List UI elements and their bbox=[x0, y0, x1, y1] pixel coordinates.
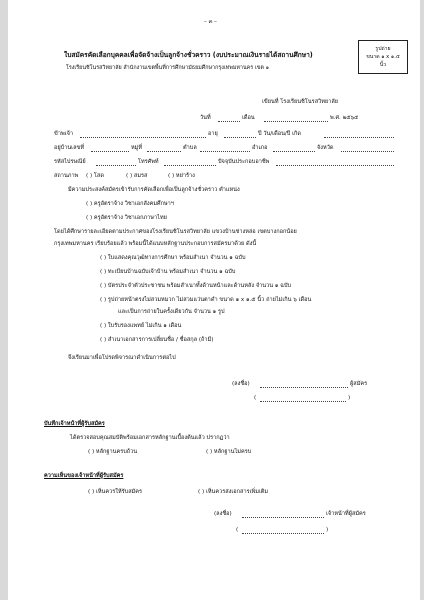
position-intro: มีความประสงค์สมัครเข้ารับการคัดเลือกเพื่อเป็นลูกจ้างชั่วคราว ตำแหน่ง bbox=[68, 187, 240, 193]
officer-opinion-heading: ความเห็นของเจ้าหน้าที่ผู้รับสมัคร bbox=[44, 473, 124, 479]
name-label: ข้าพเจ้า bbox=[54, 131, 73, 137]
occupation-label: ปัจจุบันประกอบอาชีพ bbox=[218, 159, 270, 165]
officer-role: เจ้าหน้าที่ผู้สมัคร bbox=[326, 511, 366, 517]
occupation-field[interactable] bbox=[276, 165, 394, 166]
opinion-option-more-docs[interactable]: ( ) เห็นควรส่งเอกสารเพิ่มเติม bbox=[198, 489, 269, 495]
officer-option-incomplete[interactable]: ( ) หลักฐานไม่ครบ bbox=[206, 449, 252, 455]
birthdate-label: ปี วัน/เดือน/ปี เกิด bbox=[258, 131, 302, 137]
applicant-name-paren-close: ) bbox=[348, 395, 351, 401]
document-item-id-card[interactable]: ( ) บัตรประจำตัวประชาชน พร้อมสำเนาทั้งด้านหน้าและด้านหลัง จำนวน ๑ ฉบับ bbox=[100, 283, 292, 289]
officer-name-paren-close: ) bbox=[326, 527, 329, 533]
photo-box bbox=[358, 40, 408, 74]
age-field[interactable] bbox=[224, 137, 256, 138]
officer-record-text: ได้ตรวจสอบคุณสมบัติพร้อมเอกสารหลักฐานเบื้องต้นแล้ว ปรากฏว่า bbox=[70, 435, 230, 441]
postcode-label: รหัสไปรษณีย์ bbox=[54, 159, 86, 165]
form-subtitle: โรงเรียนชิโนรสวิทยาลัย สำนักงานเขตพื้นที่การศึกษามัธยมศึกษากรุงเทพมหานคร เขต ๑ bbox=[66, 65, 270, 71]
province-label: จังหวัด bbox=[317, 145, 334, 151]
date-year-label: พ.ศ. ๒๕๖๕ bbox=[330, 115, 359, 121]
document-item-degree[interactable]: ( ) ใบแสดงคุณวุฒิทางการศึกษา พร้อมสำเนา จำนวน ๑ ฉบับ bbox=[100, 255, 246, 261]
written-at: เขียนที่ โรงเรียนชิโนรสวิทยาลัย bbox=[262, 99, 339, 105]
house-no-field[interactable] bbox=[91, 151, 129, 152]
marital-option-married[interactable]: ( ) สมรส bbox=[126, 173, 148, 179]
position-option-social-studies[interactable]: ( ) ครูอัตราจ้าง วิชาเอกสังคมศึกษาฯ bbox=[86, 201, 174, 207]
marital-option-divorced[interactable]: ( ) หย่าร้าง bbox=[168, 173, 195, 179]
name-field[interactable] bbox=[80, 137, 206, 138]
date-day-field[interactable] bbox=[218, 121, 240, 122]
tambon-field[interactable] bbox=[200, 151, 250, 152]
declaration-line-2: กรุงเทพมหานคร เรียบร้อยแล้ว พร้อมนี้ได้แนบหลักฐานประกอบการสมัครมาด้วย ดังนี้ bbox=[54, 241, 257, 247]
moo-field[interactable] bbox=[147, 151, 181, 152]
postcode-field[interactable] bbox=[96, 165, 136, 166]
page-number: – ๓ – bbox=[204, 19, 217, 25]
phone-label: โทรศัพท์ bbox=[138, 159, 159, 165]
declaration-line-1: โดยได้ศึกษารายละเอียดตามประกาศของโรงเรียนชิโนรสวิทยาลัย แขวงบ้านช่างหล่อ เขตบางกอกน้อย bbox=[54, 229, 297, 235]
province-field[interactable] bbox=[341, 151, 394, 152]
birthdate-field[interactable] bbox=[324, 137, 394, 138]
marital-label: สถานภาพ bbox=[54, 173, 79, 179]
document-item-house-registration[interactable]: ( ) ทะเบียนบ้านฉบับเจ้าบ้าน พร้อมสำเนา จำนวน ๑ ฉบับ bbox=[100, 269, 236, 275]
applicant-signature-field[interactable] bbox=[260, 387, 348, 388]
officer-option-complete[interactable]: ( ) หลักฐานครบถ้วน bbox=[88, 449, 138, 455]
date-day-label: วันที่ bbox=[200, 115, 211, 121]
opinion-option-accept[interactable]: ( ) เห็นควรให้รับสมัคร bbox=[88, 489, 143, 495]
applicant-role: ผู้สมัคร bbox=[350, 381, 368, 387]
photo-box-unit: นิ้ว bbox=[379, 62, 387, 68]
officer-printed-name-field[interactable] bbox=[242, 533, 324, 534]
officer-name-paren-open: ( bbox=[236, 527, 239, 533]
officer-signature-label: (ลงชื่อ) bbox=[214, 511, 232, 517]
document-item-photo[interactable]: ( ) รูปถ่ายหน้าตรงไม่สวมหมวก ไม่สวมแว่นตาดำ ขนาด ๑ x ๑.๕ นิ้ว ถ่ายไม่เกิน ๖ เดือน bbox=[100, 297, 312, 303]
applicant-signature-label: (ลงชื่อ) bbox=[232, 381, 250, 387]
age-label: อายุ bbox=[208, 131, 218, 137]
date-month-field[interactable] bbox=[264, 121, 328, 122]
photo-box-size: ขนาด ๑ x ๑.๕ bbox=[366, 54, 400, 60]
amphoe-field[interactable] bbox=[273, 151, 315, 152]
application-form-page bbox=[8, 0, 420, 600]
applicant-printed-name-field[interactable] bbox=[260, 401, 346, 402]
photo-box-label: รูปถ่าย bbox=[375, 46, 391, 52]
request-text: จึงเรียนมาเพื่อโปรดพิจารณาดำเนินการต่อไป bbox=[68, 355, 176, 361]
document-item-photo-continued: และเป็นการถ่ายในครั้งเดียวกัน จำนวน ๑ รูป bbox=[118, 309, 225, 315]
phone-field[interactable] bbox=[164, 165, 216, 166]
document-item-medical-certificate[interactable]: ( ) ใบรับรองแพทย์ ไม่เกิน ๑ เดือน bbox=[100, 323, 182, 329]
house-no-label: อยู่บ้านเลขที่ bbox=[54, 145, 85, 151]
date-month-label: เดือน bbox=[242, 115, 255, 121]
form-title: ใบสมัครคัดเลือกบุคคลเพื่อจัดจ้างเป็นลูกจ้างชั่วคราว (งบประมาณเงินรายได้สถานศึกษา) bbox=[64, 51, 313, 59]
amphoe-label: อำเภอ bbox=[252, 145, 268, 151]
officer-signature-field[interactable] bbox=[242, 517, 324, 518]
officer-record-heading: บันทึกเจ้าหน้าที่ผู้รับสมัคร bbox=[44, 421, 105, 427]
moo-label: หมู่ที่ bbox=[131, 145, 143, 151]
marital-option-single[interactable]: ( ) โสด bbox=[86, 173, 104, 179]
position-option-thai[interactable]: ( ) ครูอัตราจ้าง วิชาเอกภาษาไทย bbox=[86, 215, 167, 221]
applicant-name-paren-open: ( bbox=[254, 395, 257, 401]
tambon-label: ตำบล bbox=[183, 145, 197, 151]
document-item-name-change[interactable]: ( ) สำเนาเอกสารการเปลี่ยนชื่อ / ชื่อสกุล (ถ้ามี) bbox=[100, 337, 214, 343]
